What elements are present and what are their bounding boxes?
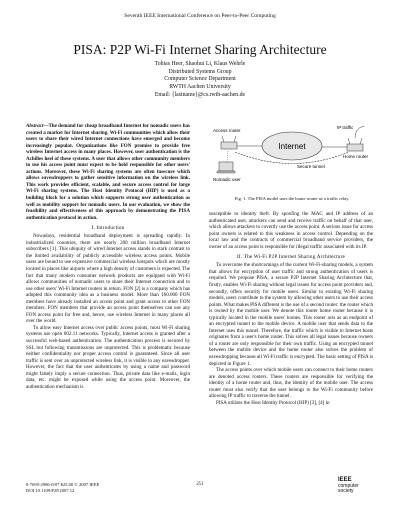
home-router-label: Home router: [343, 154, 369, 159]
paper-title: PISA: P2P Wi-Fi Internet Sharing Architecture: [73, 42, 327, 57]
conference-header: Seventh IEEE International Conference on Peer-to-Peer Computing: [124, 13, 276, 19]
affiliation-line: Distributed Systems Group: [168, 68, 232, 75]
section-heading-pisa: II. The Wi-Fi P2P Internet Sharing Architecture: [236, 253, 346, 260]
ip-traffic-label: IP traffic: [337, 125, 354, 130]
section-heading-intro: I. Introduction: [91, 224, 125, 231]
paragraph: PISA utilizes the Host Identity Protocol (HIP) [3], [4] in: [216, 399, 330, 406]
home-router-icon: [347, 138, 363, 151]
paragraph: Nowadays, residential broadband deployment is spreading rapidly. In industrialized countries, there are nearly 200 million broadband Internet subscribers [1]. This ubiquity of wired Internet access stands in stark contrast to the limited availability of publicly accessible wireless access points. Mobile users are bound to use expensive commercial wireless hotspots which are mostly located in places like airports where a high density of customers is expected. The fact that many modern consumer network products are equipped with Wi-Fi allows communities of nomadic users to share their Internet connection and to use other users' Wi-Fi Internet routers in return. FON [2] is a company which has adopted this community idea as a business model. More than 160.000 FON members have already installed an access point and grant access to other FON members. FON members that provide an access point themselves can use any FON access point for free and, hence, use wireless Internet in many places all over the world.: [26, 233, 190, 325]
email-line: Email: {lastname}@cs.rwth-aachen.de: [154, 91, 246, 98]
abstract-lead: Abstract: [26, 123, 44, 129]
affiliation-line: Computer Science Department: [164, 76, 236, 83]
author-block: [0, 61, 400, 100]
isbn: 0-7695-2986-0/07 $25.00 © 2007 IEEE: [26, 482, 100, 487]
abstract-text: —The demand for cheap broadband Internet for nomadic users has created a market for Internet sharing. Wi-Fi communities which allow their users to share their wired Internet connections have emerged and become increasingly popular. Organizations like FON promise to provide free wireless Internet access in many places. However, user authentication is the Achilles heel of these systems. A user that allows other community members to use his access point must expect to be held responsible for other users' actions. Moreover, these Wi-Fi sharing systems are often insecure which allows eavesdroppers to gather sensitive information on the wireless link. This work provides efficient, scalable, and secure access control for large Wi-Fi sharing systems. The Host Identity Protocol (HIP) is used as a building block for a solution which supports strong user authentication as well as mobility support for nomadic users. In our evaluation, we show the feasibility and effectiveness of this approach by demonstrating the PISA authentication protocol in action.: [26, 123, 190, 221]
nomadic-user-label: Nomadic user: [213, 177, 241, 182]
internet-label: Internet: [278, 142, 306, 151]
secure-tunnel-label: Secure tunnel: [297, 164, 325, 169]
logo-line: society: [338, 488, 354, 494]
access-router-icon: [221, 136, 237, 149]
wireless-link: [227, 150, 228, 162]
ip-traffic-arrow: [355, 126, 364, 138]
abstract: [26, 123, 190, 221]
left-column: [26, 123, 190, 390]
nomadic-user-icon: [217, 162, 235, 173]
authors: Tobias Heer, Shaohui Li, Klaus Wehrle: [154, 61, 246, 67]
doi: DOI 10.1109/P2P.2007.12: [26, 488, 75, 493]
ieee-computer-society-logo: [338, 478, 359, 495]
logo-line: computer: [338, 482, 359, 489]
figure-pisa-model: [209, 120, 375, 200]
access-router-label: Access router: [213, 128, 241, 133]
paragraph: susceptible to identity theft. By spoofing the MAC and IP address of an authenticated user, attackers can send and receive traffic on behalf of that user, which allows attackers to covertly use the access point. A serious issue for access point owners is related to this weakness in access control. Depending on the local law and the contracts of commercial broadband service providers, the owner of an access point is responsible for illegal traffic associated with its IP.: [209, 211, 373, 250]
logo-line: IEEE: [338, 477, 352, 483]
page-number: 251: [196, 482, 204, 487]
right-column: [209, 211, 373, 406]
paragraph: To overcome the shortcomings of the current Wi-Fi-sharing models, a system that allows for encryption of user traffic and strong authentication of users is required. We propose PISA, a secure P2P Internet Sharing Architecture that, firstly, enables Wi-Fi sharing without legal issues for access point providers and, secondly, offers security for mobile users. Similar to existing Wi-Fi sharing models, users contribute to the system by allowing other users to use their access points. What makes PISA different is the use of a second router: the router which is owned by the mobile user. We denote this router home router because it is typically located in the mobile users' homes. This router acts as an endpoint of an encrypted tunnel to the mobile device. A mobile user that sends data to the Internet uses this tunnel. Therefore, the traffic which is visible to Internet hosts originates from a user's home router. This solves all legal issues because owners of a router are only responsible for their own traffic. Using an encrypted tunnel between the mobile device and the home router also solves the problem of eavesdropping because all Wi-Fi traffic is encrypted. The basic setting of PISA is depicted in Figure 1.: [209, 262, 373, 367]
paragraph: The access points over which mobile users can connect to their home routers are denoted access routers. These routers are responsible for verifying the identity of a home router and, thus, the identity of the mobile user. The access router must also verify that the user belongs to the Wi-Fi community before allowing IP traffic to traverse the tunnel.: [209, 367, 373, 400]
figure-caption: Fig. 1. The PISA model uses the home router as a traffic relay.: [234, 196, 350, 201]
paragraph: To allow easy Internet access over public access points, most Wi-Fi sharing systems use open 802.11 networks. Typically, Internet access is granted after a successful web-based authentication. The authentication process is secured by SSL but following transmissions are unprotected. This is problematic because neither confidentiality nor proper access control is guaranteed. Since all user traffic is sent over an unprotected wireless link, it is visible to any eavesdropper. However, the fact that the user authenticates by using a name and password might falsely imply a secure connection. Thus, private data like e-mails, login data, etc. might be exposed while using the access point. Moreover, the authentication mechanism is: [26, 324, 190, 390]
affiliation-line: RWTH Aachen University: [169, 84, 231, 91]
